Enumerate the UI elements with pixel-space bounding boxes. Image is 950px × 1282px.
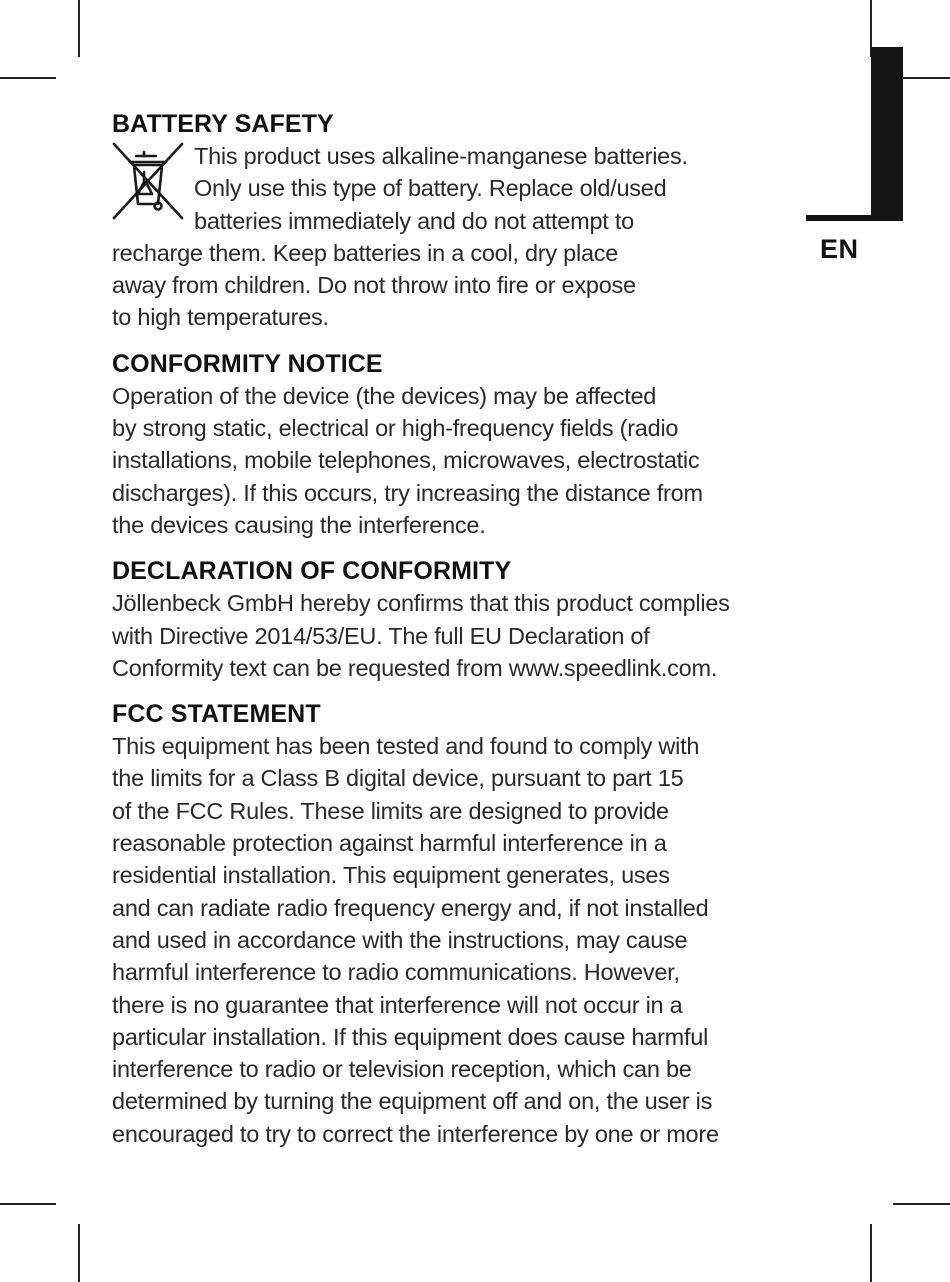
- fcc-line: of the FCC Rules. These limits are designed to provide: [112, 797, 669, 824]
- language-tab-underline: [806, 215, 903, 221]
- conformity-notice-line: by strong static, electrical or high-frequency fields (radio: [112, 415, 679, 442]
- fcc-line: and used in accordance with the instructions, may cause: [112, 926, 688, 953]
- fcc-line: encouraged to try to correct the interference by one or more: [112, 1120, 719, 1147]
- fcc-statement-section: [112, 698, 792, 1150]
- battery-line: This product uses alkaline-manganese batteries.: [194, 143, 688, 169]
- declaration-line: with Directive 2014/53/EU. The full EU Declaration of: [112, 622, 650, 649]
- tab-marker-notch: [867, 52, 870, 70]
- fcc-line: reasonable protection against harmful interference in a: [112, 830, 667, 857]
- declaration-line: Jöllenbeck GmbH hereby confirms that this product complies: [112, 590, 730, 617]
- conformity-notice-line: discharges). If this occurs, try increasing the distance from: [112, 479, 703, 506]
- document-content: [112, 108, 792, 1164]
- crossed-out-wheelie-bin-icon: [112, 142, 184, 222]
- crop-mark-bottom-left-vertical: [78, 1224, 80, 1282]
- fcc-line: interference to radio or television reception, which can be: [112, 1056, 692, 1083]
- battery-safety-section: [112, 108, 792, 334]
- language-tab-label: EN: [820, 234, 859, 264]
- conformity-notice-line: the devices causing the interference.: [112, 511, 486, 538]
- battery-safety-heading: BATTERY SAFETY: [112, 110, 334, 138]
- fcc-line: determined by turning the equipment off and on, the user is: [112, 1088, 713, 1115]
- declaration-section: [112, 555, 792, 684]
- battery-line: Only use this type of battery. Replace old/used: [194, 175, 667, 202]
- battery-line: batteries immediately and do not attempt to: [194, 207, 634, 234]
- crop-mark-top-left-horizontal: [0, 77, 56, 79]
- fcc-line: harmful interference to radio communications. However,: [112, 959, 680, 986]
- battery-line: away from children. Do not throw into fire or expose: [112, 272, 636, 299]
- battery-safety-body: [112, 140, 792, 334]
- battery-line: to high temperatures.: [112, 304, 329, 331]
- fcc-line: there is no guarantee that interference will not occur in a: [112, 991, 683, 1018]
- crop-mark-bottom-left-horizontal: [0, 1203, 56, 1205]
- crop-mark-bottom-right-horizontal: [893, 1203, 950, 1205]
- fcc-line: and can radiate radio frequency energy and, if not installed: [112, 894, 709, 921]
- declaration-heading: DECLARATION OF CONFORMITY: [112, 557, 512, 586]
- fcc-line: the limits for a Class B digital device, pursuant to part 15: [112, 765, 684, 792]
- declaration-line: Conformity text can be requested from www.speedlink.com.: [112, 654, 718, 681]
- conformity-notice-line: installations, mobile telephones, microwaves, electrostatic: [112, 447, 700, 474]
- fcc-line: This equipment has been tested and found to comply with: [112, 733, 700, 760]
- conformity-notice-section: [112, 348, 792, 541]
- fcc-line: residential installation. This equipment generates, uses: [112, 862, 670, 889]
- fcc-line: particular installation. If this equipment does cause harmful: [112, 1023, 709, 1050]
- conformity-notice-heading: CONFORMITY NOTICE: [112, 349, 383, 378]
- language-tab-marker: [871, 47, 903, 220]
- crop-mark-top-left-vertical: [78, 0, 80, 57]
- fcc-statement-heading: FCC STATEMENT: [112, 700, 321, 729]
- conformity-notice-line: Operation of the device (the devices) may be affected: [112, 382, 657, 409]
- crop-mark-bottom-right-vertical: [870, 1224, 872, 1282]
- battery-line: recharge them. Keep batteries in a cool, dry place: [112, 239, 619, 266]
